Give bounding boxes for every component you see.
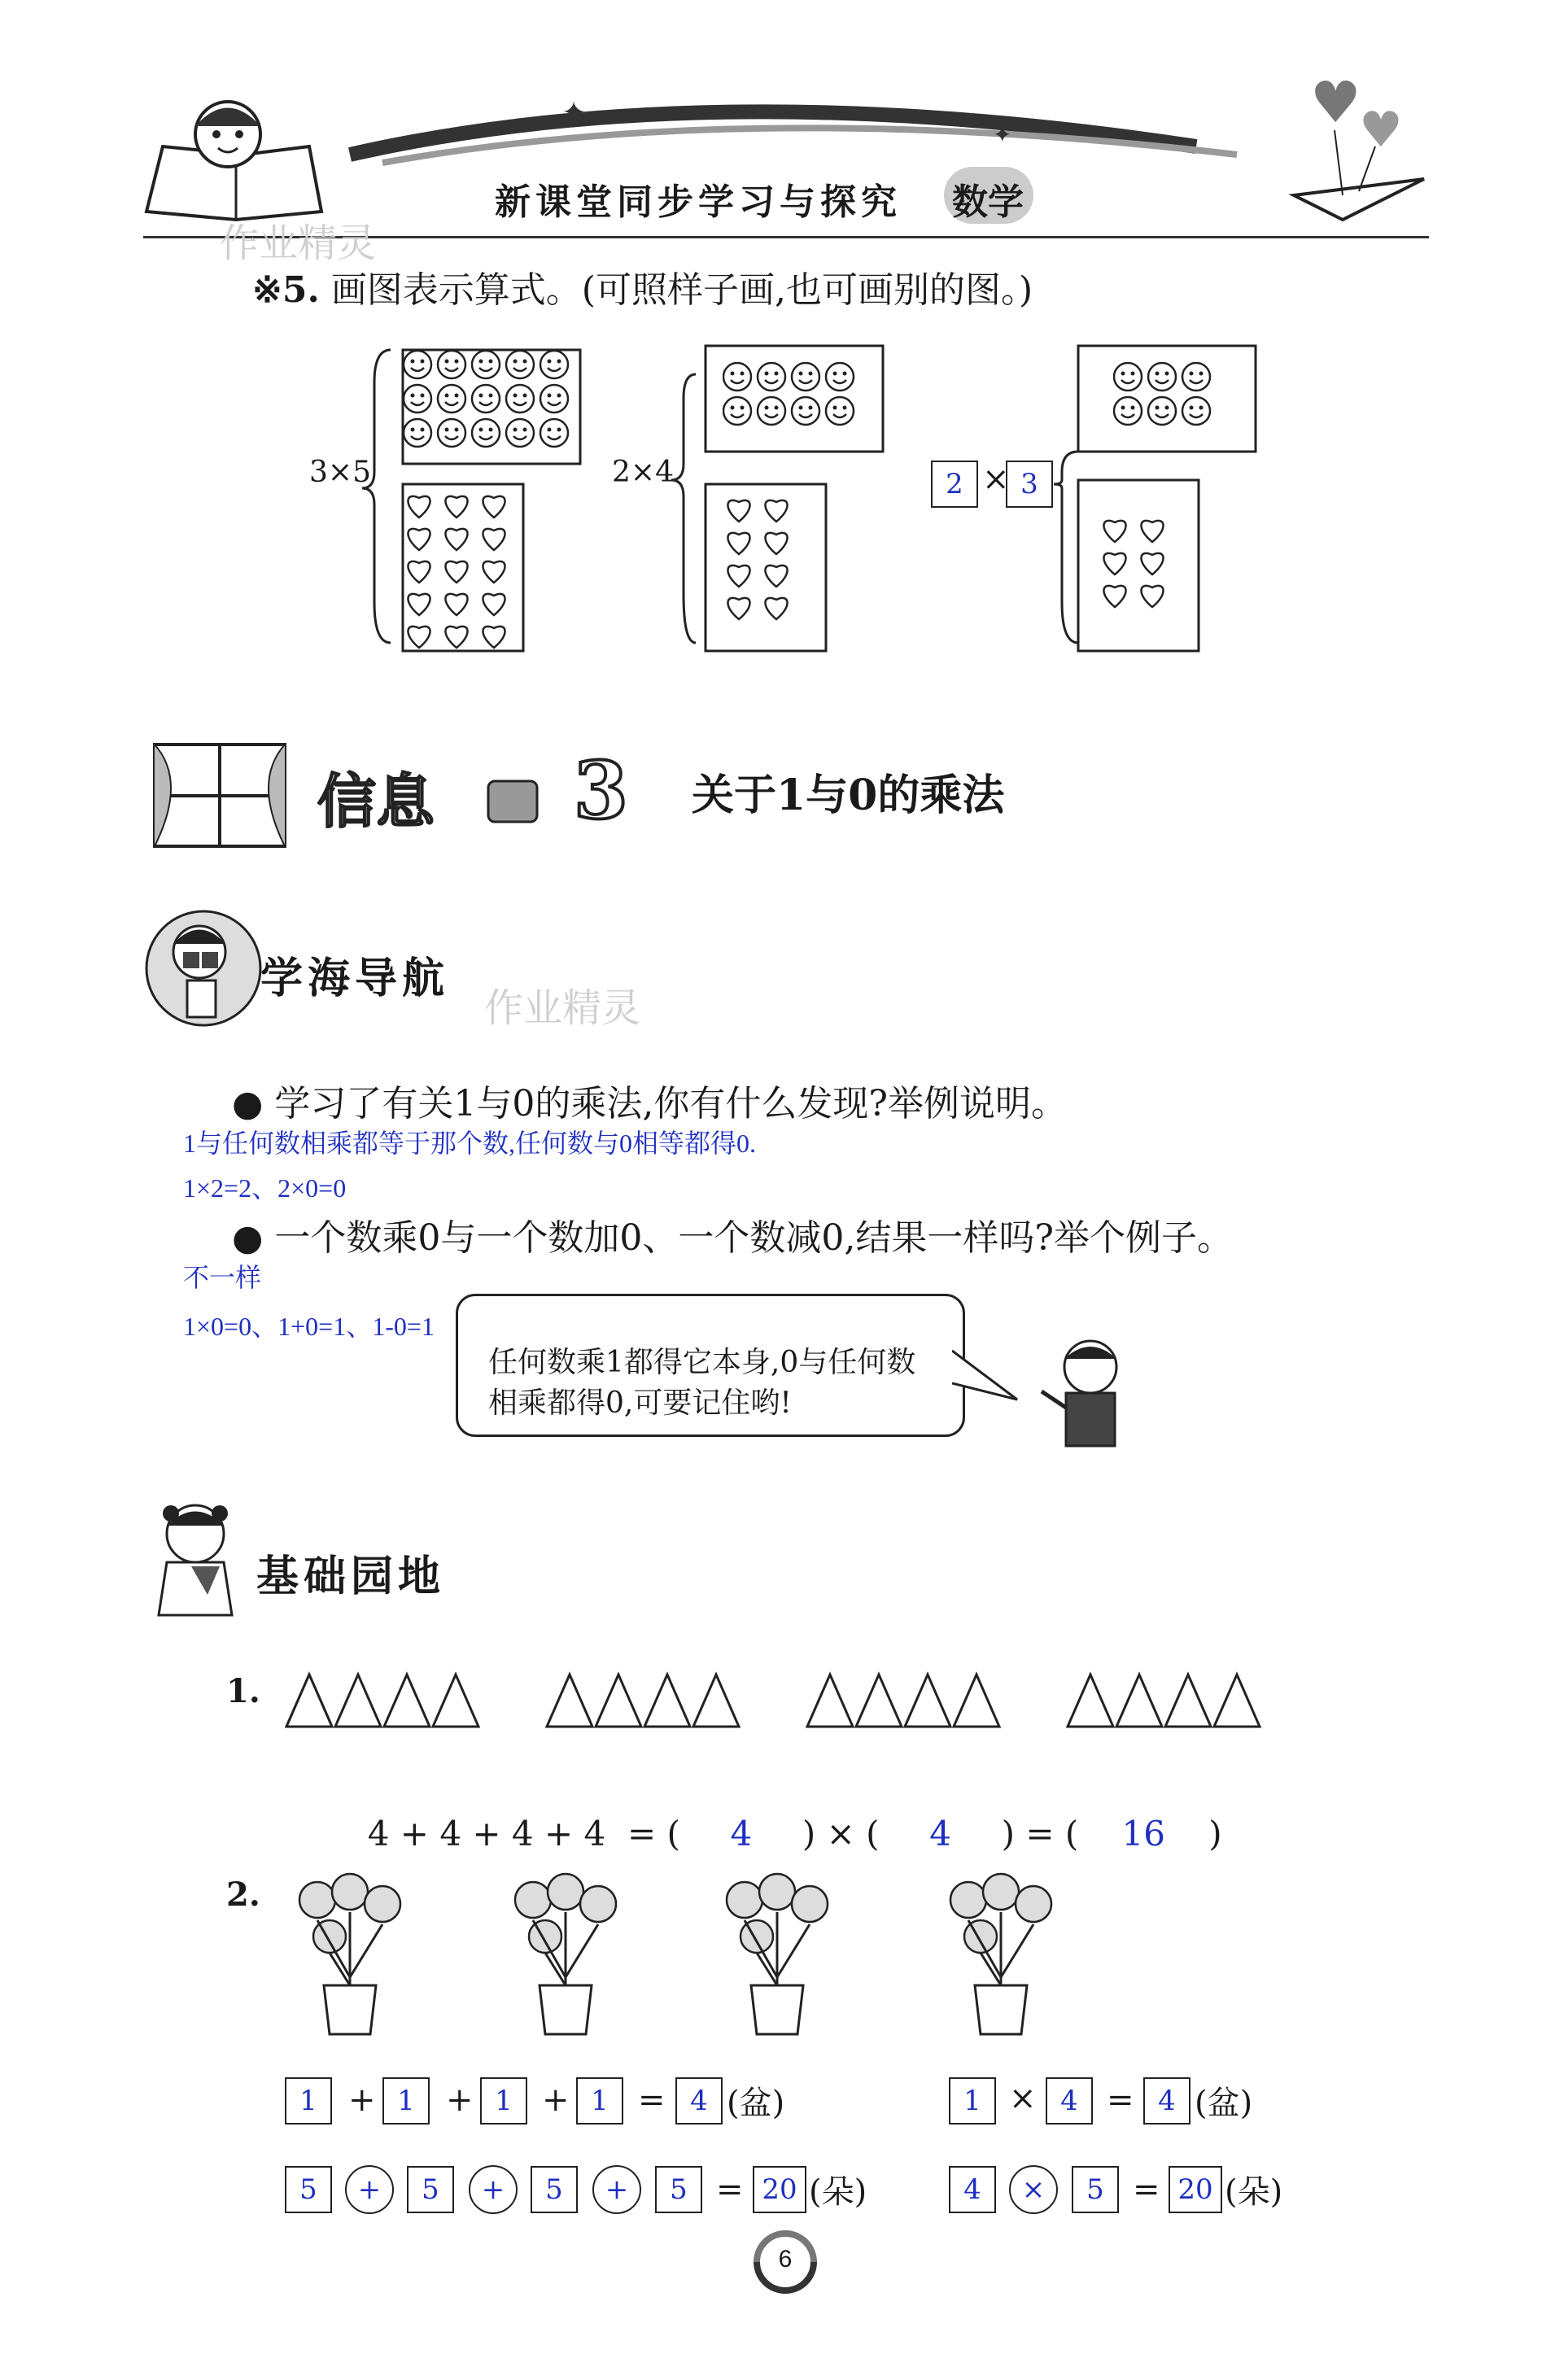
question-1-formula <box>346 1774 1222 1854</box>
question-1-label: 1. <box>226 1672 260 1710</box>
section-title: 关于1与0的乘法 <box>692 771 1005 820</box>
page-number: 6 <box>778 2246 793 2273</box>
boy-pointing-icon <box>1033 1334 1139 1456</box>
heart-grid-2x3 <box>1099 513 1188 618</box>
row2-addend-4[interactable]: 5 <box>655 2166 702 2213</box>
row1-addend-3[interactable]: 1 <box>480 2077 527 2125</box>
bullet-dot: ● <box>232 1083 275 1124</box>
plus-sign: + <box>542 2081 570 2119</box>
heart-balloons-icon <box>1310 69 1403 195</box>
equals-sign: = <box>716 2171 744 2208</box>
question-5-prefix: ※5. <box>252 269 320 311</box>
question-2-label: 2. <box>226 1876 260 1914</box>
row1-factor-b[interactable]: 4 <box>1046 2077 1093 2125</box>
watermark: 作业精灵 <box>220 221 377 266</box>
unit-pen: (盆) <box>1195 2085 1253 2122</box>
heart-icon <box>408 496 430 517</box>
formula-eq: ) = ( <box>1001 1814 1079 1854</box>
formula-end: ) <box>1208 1814 1222 1854</box>
answer-box-factor-b[interactable]: 3 <box>1006 461 1053 508</box>
xinxi-label: 信息 <box>317 766 435 836</box>
row2-addend-3[interactable]: 5 <box>531 2166 578 2213</box>
window-icon <box>155 745 285 846</box>
header-title: 新课堂同步学习与探究 <box>495 181 902 223</box>
plus-sign: + <box>446 2081 474 2119</box>
girl-reading-icon <box>195 102 260 167</box>
plus-sign: + <box>348 2081 376 2119</box>
row2-factor-b[interactable]: 5 <box>1072 2166 1119 2213</box>
blank-1[interactable]: 4 <box>730 1814 753 1854</box>
flower-pots <box>293 1871 1074 2042</box>
equals-sign: = <box>638 2081 666 2119</box>
answer-2-line-2: 1×0=0、1+0=1、1-0=1 <box>183 1312 435 1341</box>
watermark: 作业精灵 <box>484 985 641 1031</box>
equals-sign: = <box>1133 2171 1160 2208</box>
xuehai-title: 学海导航 <box>260 954 450 1003</box>
row1-sum[interactable]: 4 <box>675 2077 723 2125</box>
answer-box-factor-a[interactable]: 2 <box>931 461 978 508</box>
question-5-text: 画图表示算式。(可照样子画,也可画别的图。) <box>330 269 1033 311</box>
boy-binoculars-icon <box>138 903 269 1033</box>
header-subject: 数学 <box>952 181 1024 223</box>
bullet-dot: ● <box>232 1217 275 1259</box>
smiley-grid-2x4 <box>723 362 869 435</box>
heart-grid-3x5 <box>403 488 525 651</box>
row2-addend-1[interactable]: 5 <box>285 2166 332 2213</box>
bullet-1-text: 学习了有关1与0的乘法,你有什么发现?举例说明。 <box>274 1083 1067 1124</box>
equals-sign: = <box>1107 2081 1134 2119</box>
formula-left: 4 + 4 + 4 + 4 = ( <box>367 1814 680 1854</box>
row2-factor-a[interactable]: 4 <box>949 2166 996 2213</box>
svg-text:♥: ♥ <box>1310 69 1361 136</box>
girl-thinking-icon <box>146 1497 252 1619</box>
blank-2[interactable]: 4 <box>929 1814 951 1854</box>
speech-tail <box>952 1343 1025 1408</box>
paper-plane-icon <box>1294 179 1424 220</box>
question-5 <box>252 260 1033 312</box>
unit-duo: (朵) <box>1225 2173 1283 2211</box>
speech-text: 任何数乘1都得它本身,0与任何数相乘都得0,可要记住哟! <box>488 1346 916 1420</box>
jichu-title: 基础园地 <box>256 1552 446 1601</box>
bullet-1 <box>232 1074 1067 1126</box>
bullet-2-text: 一个数乘0与一个数加0、一个数减0,结果一样吗?举个例子。 <box>274 1217 1233 1259</box>
row1-addend-1[interactable]: 1 <box>285 2077 332 2125</box>
triangle-groups <box>285 1668 1278 1733</box>
times-sign: × <box>982 461 1010 498</box>
svg-text:♥: ♥ <box>1359 102 1403 159</box>
smiley-icon <box>404 351 431 378</box>
smiley-grid-3x5 <box>403 350 582 456</box>
expr-3x5: 3×5 <box>309 456 371 489</box>
row2-op-2[interactable]: + <box>469 2165 518 2214</box>
window-small-icon <box>488 781 537 822</box>
row1-product[interactable]: 4 <box>1143 2077 1190 2125</box>
star-icon: ✦ <box>993 121 1012 148</box>
row2-op-3[interactable]: + <box>592 2165 641 2214</box>
blank-3[interactable]: 16 <box>1121 1814 1165 1854</box>
unit-pen: (盆) <box>727 2085 785 2122</box>
answer-1-line-2: 1×2=2、2×0=0 <box>183 1173 347 1203</box>
heart-grid-2x4 <box>723 492 804 631</box>
row2-sum[interactable]: 20 <box>753 2166 806 2213</box>
answer-2-line-1: 不一样 <box>183 1263 262 1292</box>
times-sign: × <box>1009 2080 1037 2117</box>
row2-addend-2[interactable]: 5 <box>407 2166 454 2213</box>
answer-1-line-1: 1与任何数相乘都等于那个数,任何数与0相等都得0. <box>183 1129 757 1158</box>
expr-2x4: 2×4 <box>612 456 674 489</box>
unit-duo: (朵) <box>809 2173 867 2211</box>
row2-times-op[interactable]: × <box>1009 2165 1058 2214</box>
flower-pot-icon <box>299 1874 400 2034</box>
bullet-2 <box>232 1208 1233 1260</box>
formula-mid: ) × ( <box>802 1814 880 1854</box>
row2-product[interactable]: 20 <box>1169 2166 1222 2213</box>
row1-addend-2[interactable]: 1 <box>382 2077 430 2125</box>
row2-op-1[interactable]: + <box>345 2165 394 2214</box>
star-icon: ✦ <box>561 96 587 129</box>
row1-addend-4[interactable]: 1 <box>576 2077 623 2125</box>
section-number: 3 <box>574 745 628 836</box>
row1-factor-a[interactable]: 1 <box>949 2077 996 2125</box>
smiley-grid-2x3 <box>1113 362 1227 435</box>
